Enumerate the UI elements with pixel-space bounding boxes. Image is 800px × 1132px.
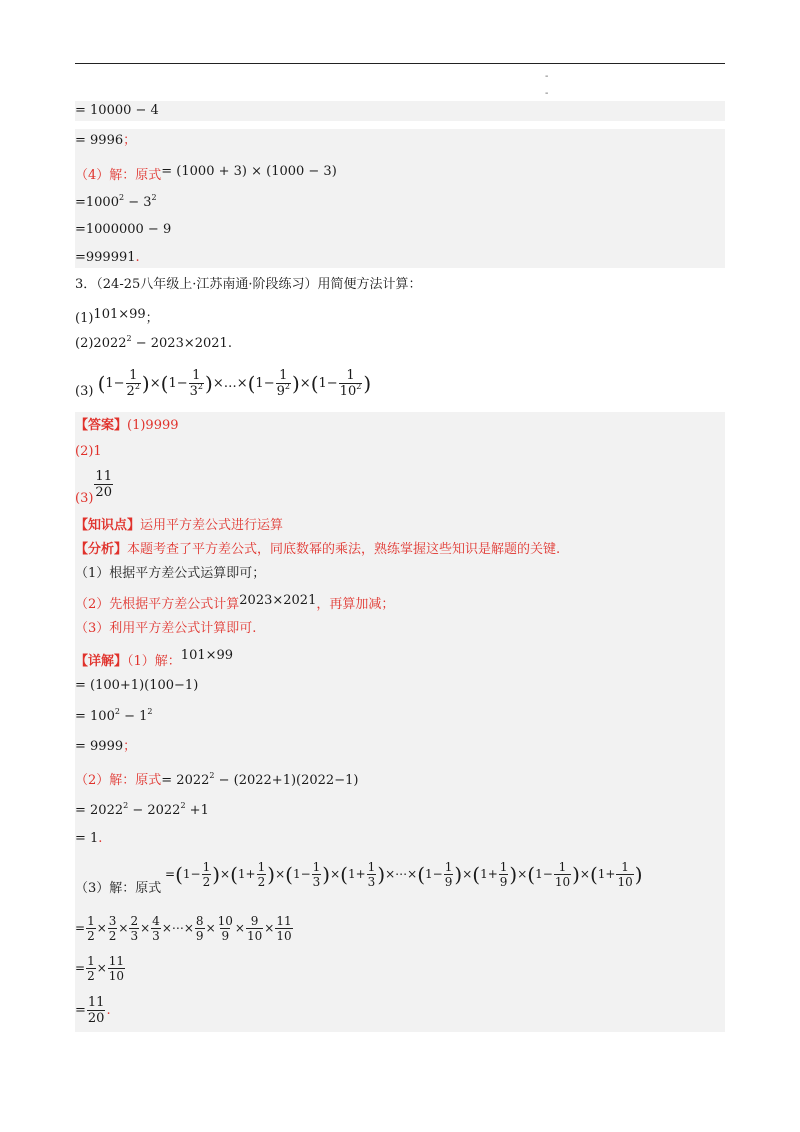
part-2-line: （2）解：原式= $2022^2 - (2022+1)(2022-1)$ xyxy=(75,771,359,788)
calc-line: = (100+1)(100−1) xyxy=(75,678,199,693)
analysis-step: （1）根据平方差公式运算即可； xyxy=(75,566,266,581)
analysis-step: （2）先根据平方差公式计算2023×2021，再算加减； xyxy=(75,593,395,612)
calc-line: = 1. xyxy=(75,831,103,846)
knowledge-line: 【知识点】运用平方差公式进行运算 xyxy=(75,518,284,533)
calc-line: = 9996； xyxy=(75,133,137,148)
question-part-1: (1)101×99； xyxy=(75,307,159,326)
calc-line: = 10000 − 4 xyxy=(75,103,159,118)
calc-line: =1000000 − 9 xyxy=(75,222,172,237)
calc-line: = $\frac{11}{20}$ . xyxy=(75,995,111,1026)
part-3-expression: =(1− $\frac{1}{2}$ )×(1+ $\frac{1}{2}$ )×(1− $\frac{1}{3}$ )×(1+ $\frac{1}{3}$ )×⋯×(1− $\frac{1}{9}$ )×(1+ $\frac{1}{9}$ )×(1− $\frac{1}{10}$ )×(1+ $\frac{1}{10}$ ) xyxy=(165,860,643,889)
answer-line: 【答案】(1)9999 xyxy=(75,418,179,433)
solution-band xyxy=(75,129,725,268)
part-3-label: （3）解：原式 xyxy=(75,881,162,896)
solution-band xyxy=(75,101,725,121)
calc-line: =999991. xyxy=(75,250,140,265)
calc-line: = $100^2 - 1^2$ xyxy=(75,707,153,724)
analysis-line: 【分析】本题考查了平方差公式，同底数幂的乘法，熟练掌握这些知识是解题的关键. xyxy=(75,542,561,557)
header-rule xyxy=(75,63,725,64)
calc-line: = $\frac{1}{2}$ × $\frac{3}{2}$ × $\frac{2}{3}$ × $\frac{4}{3}$ ×⋯× $\frac{8}{9}$ × $\frac{10}{9}$ × $\frac{9}{10}$ × $\frac{11}{10}$ xyxy=(75,914,292,943)
detail-line: 【详解】（1）解：101×99 xyxy=(75,648,234,669)
calc-line: $=1000^2 - 3^2$ xyxy=(75,193,157,210)
question-part-2: $(2)2022^2 - 2023\times 2021$. xyxy=(75,334,232,351)
calc-line: = $2022^2 - 2022^2 +1$ xyxy=(75,801,209,818)
question-part-3: (3) (1− $\frac{1}{2^2}$ )×(1− $\frac{1}{3^2}$ )×…×(1− $\frac{1}{9^2}$ )×(1− $\frac{1}{10^2}$ ) xyxy=(75,368,372,399)
header-mark: - xyxy=(545,88,549,99)
analysis-step: （3）利用平方差公式计算即可. xyxy=(75,621,257,636)
calc-line: = $\frac{1}{2}$ × $\frac{11}{10}$ xyxy=(75,954,125,983)
calc-line: = 9999； xyxy=(75,739,137,754)
part-4-line: （4）解：原式= (1000 + 3) × (1000 − 3) xyxy=(75,164,337,183)
answer-line: (3) $\frac{11}{20}$ xyxy=(75,469,112,506)
header-mark: - xyxy=(545,71,549,82)
question-title: 3．（24-25八年级上·江苏南通·阶段练习）用简便方法计算： xyxy=(75,277,422,292)
answer-line: (2)1 xyxy=(75,444,102,459)
